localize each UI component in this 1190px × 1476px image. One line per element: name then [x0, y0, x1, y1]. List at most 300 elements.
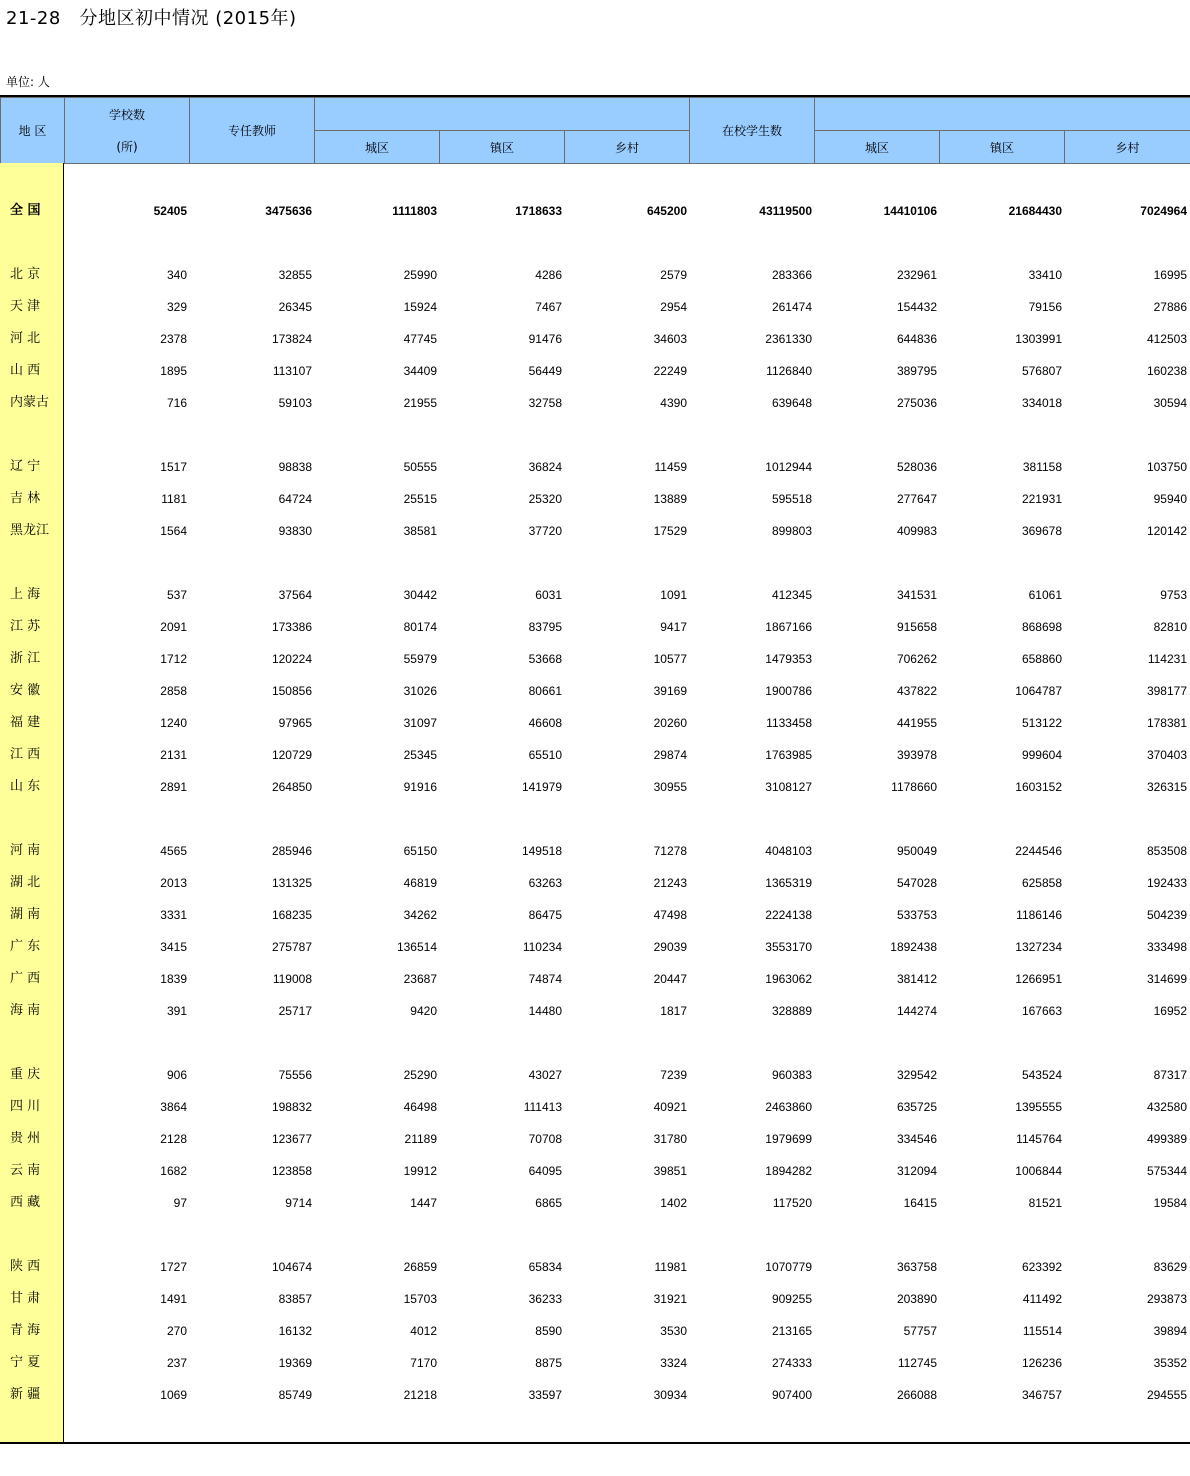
table-cell: 275036: [896, 396, 937, 410]
table-cell: 2954: [660, 300, 687, 314]
table-cell: 16132: [278, 1324, 312, 1338]
table-cell: 70708: [528, 1132, 562, 1146]
table-cell: 16952: [1153, 1004, 1187, 1018]
table-cell: 144274: [896, 1004, 937, 1018]
unit-label: 单位: 人: [6, 75, 50, 89]
table-cell: 87317: [1153, 1068, 1187, 1082]
table-cell: 1006844: [1015, 1164, 1062, 1178]
table-cell: 2361330: [765, 332, 812, 346]
table-cell: 39894: [1153, 1324, 1187, 1338]
table-cell: 658860: [1021, 652, 1062, 666]
table-cell: 64095: [528, 1164, 562, 1178]
table-cell: 25717: [278, 1004, 312, 1018]
table-cell: 1069: [160, 1388, 187, 1402]
region-name: 天 津: [10, 299, 41, 314]
table-cell: 1145764: [1016, 1132, 1062, 1146]
table-cell: 1963062: [765, 972, 812, 986]
table-cell: 43027: [528, 1068, 562, 1082]
header-students: 在校学生数: [690, 98, 815, 164]
region-name: 广 西: [10, 971, 41, 986]
table-cell: 277647: [896, 492, 937, 506]
table-cell: 9714: [285, 1196, 312, 1210]
table-row: [0, 515, 1190, 547]
header-teachers-urban: 城区: [315, 131, 440, 164]
table-cell: 19369: [278, 1356, 312, 1370]
table-cell: 63263: [528, 876, 562, 890]
table-row-total: [0, 195, 1190, 227]
table-row: [0, 1155, 1190, 1187]
table-cell: 39169: [653, 684, 687, 698]
table-cell: 79156: [1028, 300, 1062, 314]
region-name: 全 国: [10, 203, 41, 218]
table-row: [0, 579, 1190, 611]
table-cell: 1718633: [515, 204, 562, 218]
table-cell: 1395555: [1015, 1100, 1062, 1114]
table-cell: 36824: [528, 460, 562, 474]
table-cell: 1839: [160, 972, 187, 986]
table-cell: 899803: [771, 524, 812, 538]
table-cell: 17529: [653, 524, 687, 538]
table-cell: 623392: [1021, 1260, 1062, 1274]
table-cell: 80661: [528, 684, 562, 698]
table-cell: 21243: [653, 876, 687, 890]
table-row: [0, 387, 1190, 419]
table-cell: 16995: [1153, 268, 1187, 282]
table-cell: 543524: [1021, 1068, 1062, 1082]
table-cell: 117520: [772, 1196, 812, 1210]
table-cell: 264850: [271, 780, 312, 794]
header-teachers-rural: 乡村: [565, 131, 690, 164]
table-cell: 71278: [653, 844, 687, 858]
table-cell: 6865: [535, 1196, 562, 1210]
table-cell: 50555: [403, 460, 437, 474]
table-cell: 3331: [160, 908, 187, 922]
table-cell: 412503: [1146, 332, 1187, 346]
table-cell: 173824: [271, 332, 312, 346]
table-cell: 3864: [160, 1100, 187, 1114]
table-cell: 30442: [403, 588, 437, 602]
table-cell: 103750: [1146, 460, 1187, 474]
table-cell: 312094: [896, 1164, 937, 1178]
table-cell: 8590: [535, 1324, 562, 1338]
table-row: [0, 707, 1190, 739]
table-cell: 112745: [897, 1356, 937, 1370]
region-name: 江 苏: [10, 619, 41, 634]
table-cell: 635725: [896, 1100, 937, 1114]
table-cell: 119008: [272, 972, 312, 986]
header-students-rural: 乡村: [1065, 131, 1190, 164]
table-cell: 1727: [160, 1260, 187, 1274]
table-cell: 26859: [403, 1260, 437, 1274]
table-cell: 906: [166, 1068, 187, 1082]
table-cell: 1266951: [1015, 972, 1062, 986]
table-cell: 9417: [660, 620, 687, 634]
table-cell: 999604: [1021, 748, 1062, 762]
table-cell: 363758: [896, 1260, 937, 1274]
table-cell: 370403: [1146, 748, 1187, 762]
table-cell: 120224: [271, 652, 312, 666]
table-cell: 1763985: [765, 748, 812, 762]
table-cell: 15924: [403, 300, 437, 314]
table-cell: 528036: [896, 460, 937, 474]
table-cell: 149518: [521, 844, 562, 858]
table-cell: 32758: [528, 396, 562, 410]
table-cell: 25515: [403, 492, 437, 506]
table-cell: 1070779: [765, 1260, 812, 1274]
table-cell: 1895: [160, 364, 187, 378]
table-cell: 55979: [403, 652, 437, 666]
table-cell: 33410: [1028, 268, 1062, 282]
region-name: 河 北: [10, 331, 41, 346]
table-cell: 11459: [654, 460, 687, 474]
table-cell: 13889: [653, 492, 687, 506]
region-name: 湖 南: [10, 907, 41, 922]
table-cell: 283366: [771, 268, 812, 282]
table-cell: 1447: [410, 1196, 437, 1210]
table-cell: 53668: [528, 652, 562, 666]
table-cell: 65834: [528, 1260, 562, 1274]
table-cell: 198832: [271, 1100, 312, 1114]
table-cell: 22249: [653, 364, 687, 378]
table-cell: 1091: [660, 588, 687, 602]
table-cell: 2131: [160, 748, 187, 762]
table-cell: 39851: [653, 1164, 687, 1178]
table-cell: 38581: [403, 524, 437, 538]
table-row: [0, 1347, 1190, 1379]
table-cell: 81521: [1028, 1196, 1062, 1210]
table-cell: 20260: [653, 716, 687, 730]
table-cell: 1867166: [765, 620, 812, 634]
table-cell: 369678: [1021, 524, 1062, 538]
table-cell: 30594: [1153, 396, 1187, 410]
table-cell: 131325: [271, 876, 312, 890]
table-cell: 499389: [1146, 1132, 1187, 1146]
table-cell: 82810: [1153, 620, 1187, 634]
table-cell: 37564: [278, 588, 312, 602]
table-cell: 123677: [271, 1132, 312, 1146]
table-cell: 52405: [153, 204, 187, 218]
region-name: 甘 肃: [10, 1291, 41, 1306]
table-cell: 232961: [896, 268, 937, 282]
table-cell: 36233: [528, 1292, 562, 1306]
table-cell: 341531: [896, 588, 937, 602]
table-row: [0, 931, 1190, 963]
table-cell: 11981: [654, 1260, 687, 1274]
table-cell: 7024964: [1140, 204, 1187, 218]
table-cell: 513122: [1021, 716, 1062, 730]
page-title: 21-28 分地区初中情况 (2015年): [6, 8, 297, 29]
table-cell: 120142: [1146, 524, 1187, 538]
table-cell: 716: [166, 396, 187, 410]
table-row: [0, 1091, 1190, 1123]
table-cell: 9753: [1160, 588, 1187, 602]
header-students-town: 镇区: [940, 131, 1065, 164]
table-row: [0, 323, 1190, 355]
table-cell: 93830: [278, 524, 312, 538]
table-cell: 393978: [896, 748, 937, 762]
table-cell: 909255: [771, 1292, 812, 1306]
table-cell: 2013: [160, 876, 187, 890]
table-cell: 7467: [535, 300, 562, 314]
table-cell: 97: [173, 1196, 187, 1210]
table-cell: 4390: [660, 396, 687, 410]
table-cell: 3475636: [265, 204, 312, 218]
table-cell: 14410106: [883, 204, 937, 218]
table-cell: 65150: [403, 844, 437, 858]
table-cell: 47745: [403, 332, 437, 346]
table-cell: 4286: [535, 268, 562, 282]
table-cell: 2378: [160, 332, 187, 346]
table-cell: 25990: [403, 268, 437, 282]
table-cell: 1479353: [765, 652, 812, 666]
table-cell: 3415: [160, 940, 187, 954]
table-cell: 409983: [896, 524, 937, 538]
table-cell: 32855: [278, 268, 312, 282]
table-cell: 20447: [653, 972, 687, 986]
region-name: 内蒙古: [10, 395, 50, 410]
table-cell: 19584: [1153, 1196, 1187, 1210]
table-cell: 261474: [771, 300, 812, 314]
region-name: 云 南: [10, 1163, 41, 1178]
table-cell: 3108127: [765, 780, 812, 794]
header-students-urban: 城区: [815, 131, 940, 164]
table-cell: 57757: [903, 1324, 937, 1338]
header-schools-line2: (所): [65, 131, 190, 164]
region-name: 重 庆: [10, 1067, 41, 1082]
table-cell: 1186146: [1016, 908, 1062, 922]
table-cell: 21218: [403, 1388, 437, 1402]
table-cell: 294555: [1146, 1388, 1187, 1402]
table-cell: 37720: [528, 524, 562, 538]
table-cell: 150856: [271, 684, 312, 698]
table-cell: 178381: [1146, 716, 1187, 730]
table-row: [0, 963, 1190, 995]
table-cell: 91476: [528, 332, 562, 346]
table-cell: 136514: [396, 940, 437, 954]
table-cell: 2579: [660, 268, 687, 282]
table-row: [0, 1059, 1190, 1091]
table-cell: 35352: [1153, 1356, 1187, 1370]
table-cell: 293873: [1146, 1292, 1187, 1306]
table-cell: 645200: [646, 204, 687, 218]
table-cell: 2463860: [765, 1100, 812, 1114]
table-cell: 19912: [403, 1164, 437, 1178]
table-cell: 2858: [160, 684, 187, 698]
table-cell: 3553170: [765, 940, 812, 954]
table-cell: 381412: [896, 972, 937, 986]
region-name: 安 徽: [10, 683, 41, 698]
table-row: [0, 899, 1190, 931]
table-cell: 274333: [771, 1356, 812, 1370]
table-cell: 1133458: [766, 716, 812, 730]
table-cell: 9420: [410, 1004, 437, 1018]
table-row: [0, 867, 1190, 899]
table-cell: 334546: [896, 1132, 937, 1146]
table-cell: 625858: [1021, 876, 1062, 890]
table-cell: 340: [166, 268, 187, 282]
region-name: 福 建: [10, 715, 41, 730]
table-cell: 398177: [1146, 684, 1187, 698]
table-cell: 1491: [160, 1292, 187, 1306]
table-cell: 1240: [160, 716, 187, 730]
table-cell: 141979: [521, 780, 562, 794]
table-cell: 86475: [528, 908, 562, 922]
table-cell: 576807: [1021, 364, 1062, 378]
table-cell: 43119500: [759, 204, 812, 218]
table-cell: 221931: [1021, 492, 1062, 506]
table-cell: 21684430: [1008, 204, 1062, 218]
table-cell: 34262: [403, 908, 437, 922]
header-teachers-span: [315, 98, 690, 131]
header-students-span: [815, 98, 1190, 131]
table-row: [0, 1123, 1190, 1155]
table-cell: 33597: [528, 1388, 562, 1402]
table-cell: 853508: [1146, 844, 1187, 858]
table-cell: 334018: [1021, 396, 1062, 410]
table-cell: 537: [166, 588, 187, 602]
table-cell: 114231: [1147, 652, 1187, 666]
table-cell: 4048103: [765, 844, 812, 858]
table-cell: 47498: [653, 908, 687, 922]
header-teachers: 专任教师: [190, 98, 315, 164]
table-cell: 30955: [653, 780, 687, 794]
table-row: [0, 355, 1190, 387]
table-cell: 27886: [1153, 300, 1187, 314]
table-cell: 85749: [278, 1388, 312, 1402]
table-cell: 1126840: [766, 364, 812, 378]
table-cell: 97965: [278, 716, 312, 730]
table-cell: 16415: [903, 1196, 937, 1210]
table-bottom-rule: [0, 1442, 1190, 1444]
table-cell: 167663: [1021, 1004, 1062, 1018]
table-cell: 437822: [896, 684, 937, 698]
table-cell: 326315: [1146, 780, 1187, 794]
table-row: [0, 739, 1190, 771]
table-cell: 83857: [278, 1292, 312, 1306]
table-cell: 2244546: [1015, 844, 1062, 858]
table-cell: 80174: [403, 620, 437, 634]
table-cell: 595518: [771, 492, 812, 506]
table-cell: 30934: [653, 1388, 687, 1402]
table-cell: 25345: [403, 748, 437, 762]
table-cell: 111413: [523, 1100, 562, 1114]
table-cell: 441955: [896, 716, 937, 730]
region-name: 辽 宁: [10, 459, 41, 474]
header-region: 地 区: [1, 98, 65, 164]
table-cell: 213165: [771, 1324, 812, 1338]
header-schools-line1: 学校数: [65, 98, 190, 131]
table-cell: 46608: [528, 716, 562, 730]
table-row: [0, 1251, 1190, 1283]
table-cell: 950049: [896, 844, 937, 858]
table-cell: 56449: [528, 364, 562, 378]
table-cell: 74874: [528, 972, 562, 986]
table-cell: 533753: [896, 908, 937, 922]
table-cell: 61061: [1028, 588, 1062, 602]
table-cell: 75556: [278, 1068, 312, 1082]
table-row: [0, 611, 1190, 643]
region-name: 青 海: [10, 1323, 41, 1338]
table-cell: 432580: [1146, 1100, 1187, 1114]
table-cell: 110234: [522, 940, 562, 954]
table-cell: 1181: [161, 492, 187, 506]
table-cell: 31097: [403, 716, 437, 730]
table-cell: 314699: [1146, 972, 1187, 986]
table-cell: 1402: [660, 1196, 687, 1210]
table-cell: 1894282: [765, 1164, 812, 1178]
table-cell: 270: [166, 1324, 187, 1338]
table-cell: 381158: [1022, 460, 1062, 474]
region-name: 浙 江: [10, 651, 41, 666]
table-cell: 31921: [653, 1292, 687, 1306]
table-cell: 23687: [403, 972, 437, 986]
table-cell: 329542: [896, 1068, 937, 1082]
table-header: [0, 97, 1190, 164]
table-cell: 7239: [660, 1068, 687, 1082]
table-cell: 237: [166, 1356, 187, 1370]
table-cell: 411492: [1022, 1292, 1062, 1306]
table-cell: 34603: [653, 332, 687, 346]
table-cell: 31780: [653, 1132, 687, 1146]
table-cell: 333498: [1146, 940, 1187, 954]
table-cell: 1064787: [1015, 684, 1062, 698]
table-cell: 547028: [896, 876, 937, 890]
table-cell: 1979699: [765, 1132, 812, 1146]
table-row: [0, 835, 1190, 867]
table-cell: 168235: [271, 908, 312, 922]
region-name: 海 南: [10, 1003, 41, 1018]
table-cell: 960383: [771, 1068, 812, 1082]
table-cell: 7170: [410, 1356, 437, 1370]
region-name: 江 西: [10, 747, 41, 762]
table-cell: 64724: [278, 492, 312, 506]
table-cell: 46498: [403, 1100, 437, 1114]
table-cell: 104674: [271, 1260, 312, 1274]
table-cell: 8875: [535, 1356, 562, 1370]
table-cell: 192433: [1146, 876, 1187, 890]
table-cell: 126236: [1021, 1356, 1062, 1370]
table-cell: 285946: [271, 844, 312, 858]
table-row: [0, 483, 1190, 515]
table-cell: 29874: [653, 748, 687, 762]
table-cell: 4012: [410, 1324, 437, 1338]
table-cell: 65510: [528, 748, 562, 762]
table-cell: 98838: [278, 460, 312, 474]
table-cell: 907400: [771, 1388, 812, 1402]
table-cell: 46819: [403, 876, 437, 890]
table-cell: 123858: [271, 1164, 312, 1178]
table-row: [0, 291, 1190, 323]
table-cell: 83629: [1153, 1260, 1187, 1274]
region-name: 山 东: [10, 779, 41, 794]
table-row: [0, 1315, 1190, 1347]
table-cell: 4565: [160, 844, 187, 858]
table-cell: 1327234: [1015, 940, 1062, 954]
table-cell: 2891: [160, 780, 187, 794]
table-cell: 2128: [160, 1132, 187, 1146]
table-row: [0, 259, 1190, 291]
table-cell: 83795: [528, 620, 562, 634]
table-cell: 575344: [1146, 1164, 1187, 1178]
table-cell: 706262: [896, 652, 937, 666]
table-cell: 25290: [403, 1068, 437, 1082]
table-cell: 2091: [160, 620, 187, 634]
table-cell: 1111803: [392, 204, 437, 218]
table-cell: 639648: [771, 396, 812, 410]
table-cell: 915658: [896, 620, 937, 634]
table-cell: 266088: [896, 1388, 937, 1402]
region-name: 湖 北: [10, 875, 41, 890]
